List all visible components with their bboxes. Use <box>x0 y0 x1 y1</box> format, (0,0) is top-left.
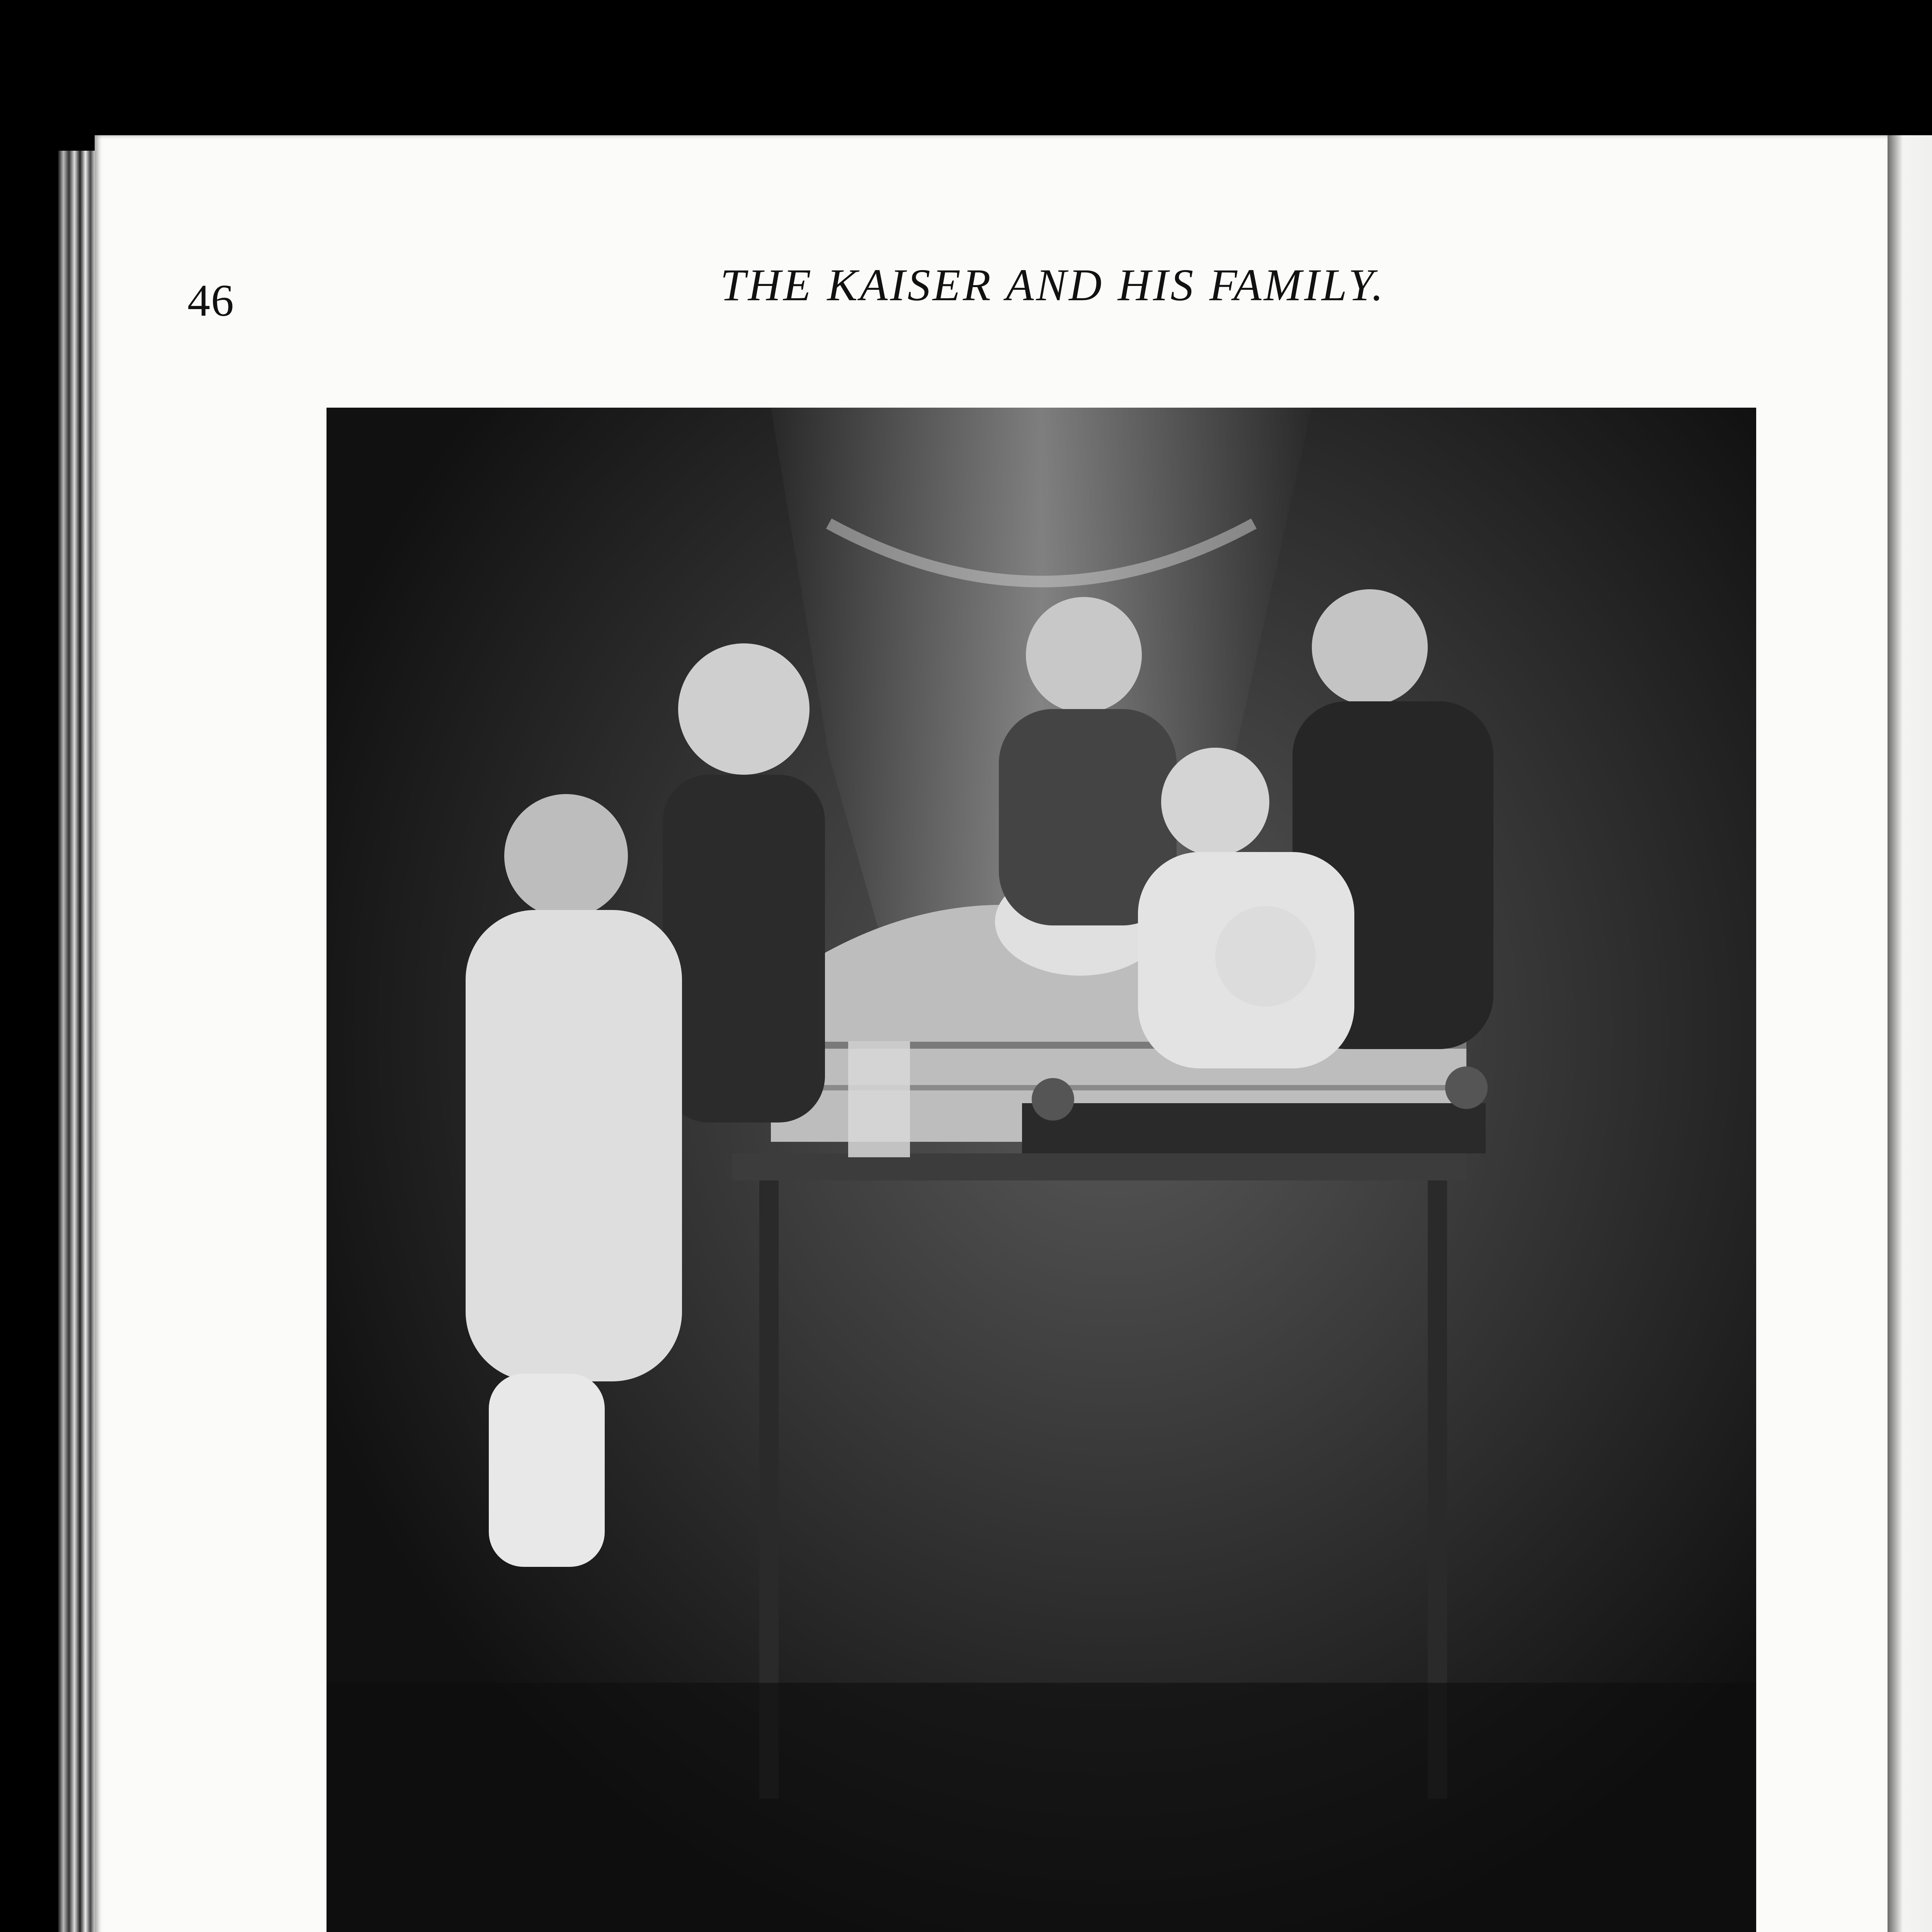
running-title: THE KAISER AND HIS FAMILY. <box>720 260 1386 310</box>
child-figure <box>1215 906 1316 1007</box>
page-number: 46 <box>187 275 235 326</box>
book-page <box>95 135 1888 1932</box>
facing-page-edge <box>1888 135 1932 1932</box>
illustration-plate <box>327 408 1756 1932</box>
illustration-image <box>327 408 1756 1932</box>
child-figure <box>663 643 825 1122</box>
book-page-edges <box>58 151 95 1932</box>
